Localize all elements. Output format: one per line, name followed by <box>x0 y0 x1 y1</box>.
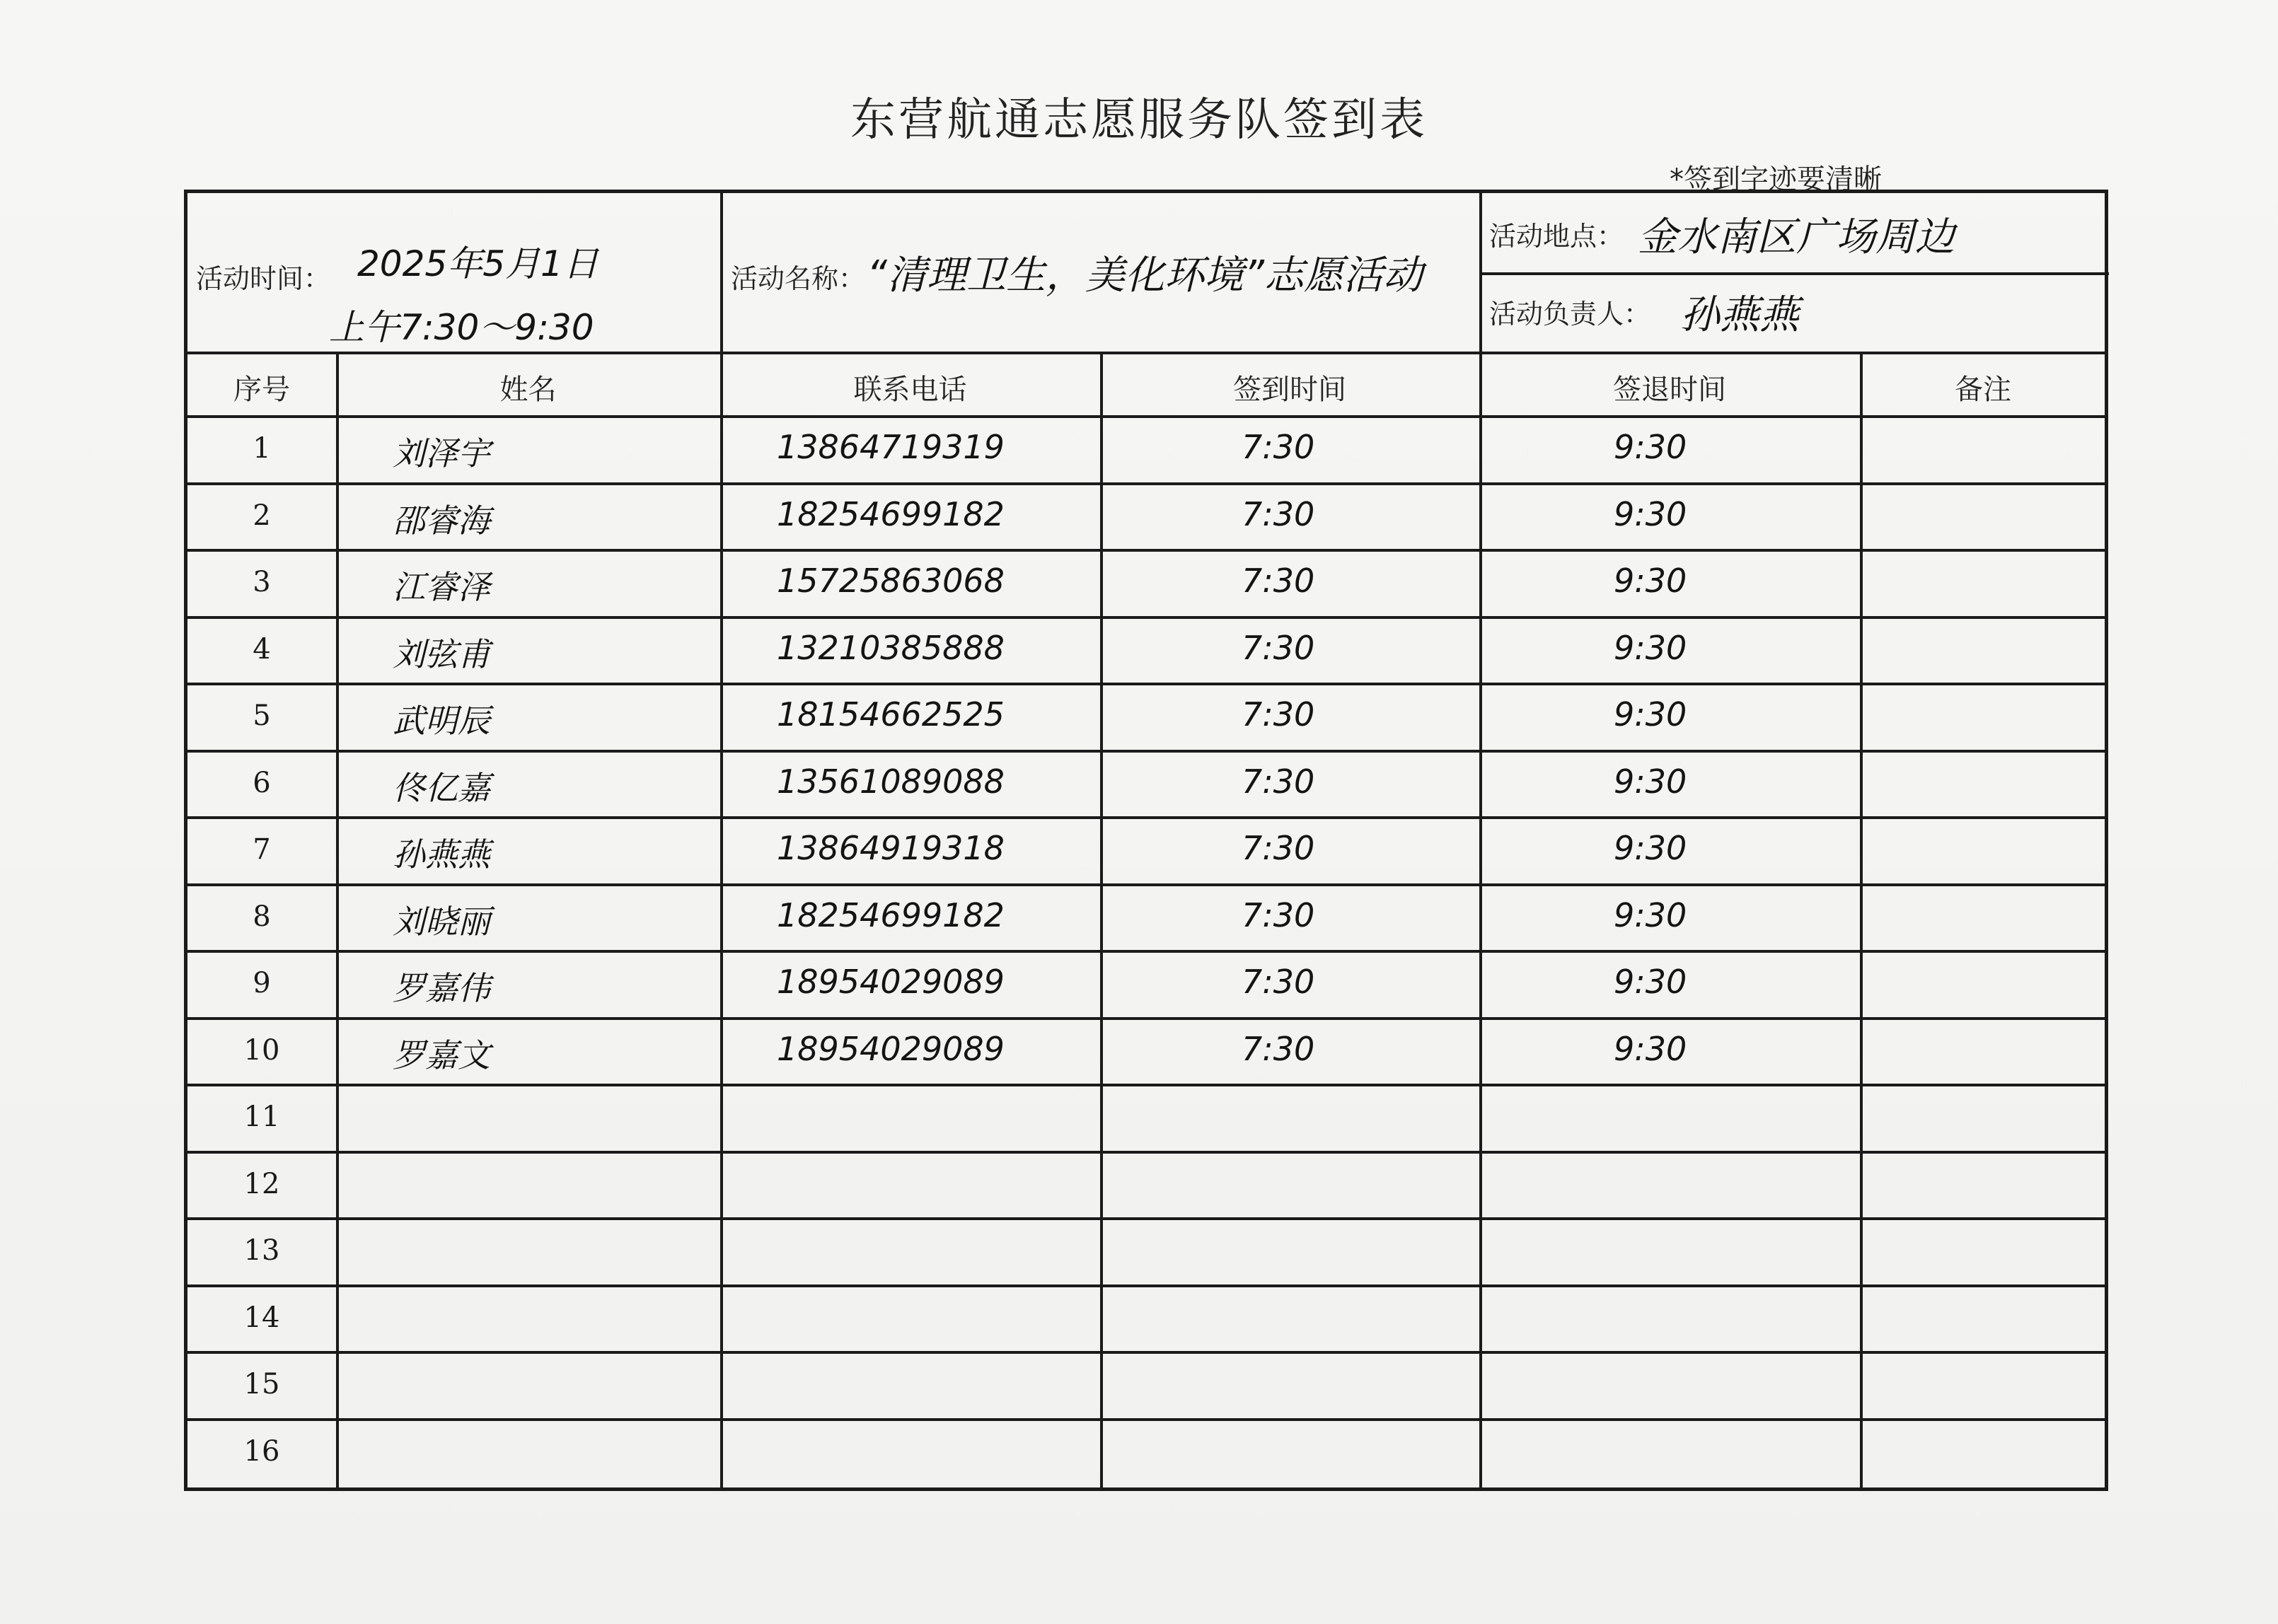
row-number: 14 <box>243 1301 280 1334</box>
table-row <box>187 750 2106 817</box>
table-row <box>187 816 2106 883</box>
table-row <box>187 883 2106 951</box>
row-number: 10 <box>243 1033 280 1067</box>
row-in-cell: 7:30 <box>1242 963 1315 1001</box>
row-out-cell: 9:30 <box>1614 762 1687 801</box>
row-number: 5 <box>253 700 271 732</box>
row-in-cell: 7:30 <box>1242 829 1315 867</box>
row-in-cell: 7:30 <box>1242 494 1315 533</box>
clarity-note: *签到字迹要清晰 <box>1670 163 1882 196</box>
row-in-cell: 7:30 <box>1242 428 1315 466</box>
row-out-cell: 9:30 <box>1614 895 1687 934</box>
row-number: 1 <box>253 432 271 465</box>
activity-name-label: 活动名称： <box>731 263 866 294</box>
column-header: 签退时间 <box>1613 373 1726 406</box>
row-out-cell: 9:30 <box>1614 963 1687 1001</box>
row-phone-cell: 15725863068 <box>777 562 1005 600</box>
row-name-cell: 刘泽宇 <box>393 434 490 472</box>
table-row <box>187 950 2106 1017</box>
row-in-cell: 7:30 <box>1242 562 1315 600</box>
activity-name-value: “清理卫生，美化环境”志愿活动 <box>867 253 1423 298</box>
row-number: 12 <box>243 1167 280 1200</box>
row-number: 8 <box>253 900 271 933</box>
activity-leader-label: 活动负责人： <box>1489 298 1651 330</box>
column-header: 备注 <box>1955 373 2011 406</box>
row-out-cell: 9:30 <box>1614 1029 1687 1068</box>
row-number: 6 <box>253 766 271 799</box>
row-in-cell: 7:30 <box>1242 762 1315 801</box>
row-number: 16 <box>243 1434 280 1468</box>
header-divider-1 <box>720 193 723 352</box>
table-row <box>187 549 2106 616</box>
column-header: 姓名 <box>499 373 557 406</box>
row-name-cell: 刘弦甫 <box>393 634 490 673</box>
row-out-cell: 9:30 <box>1614 829 1687 867</box>
row-number: 11 <box>243 1101 280 1133</box>
row-out-cell: 9:30 <box>1614 562 1687 600</box>
table-row <box>187 482 2106 550</box>
activity-time-range: 上午7:30～9:30 <box>329 307 594 348</box>
row-out-cell: 9:30 <box>1614 494 1687 533</box>
row-number: 7 <box>253 833 271 866</box>
header-divider-3 <box>1479 272 2109 275</box>
row-phone-cell: 18154662525 <box>777 695 1005 733</box>
row-name-cell: 佟亿嘉 <box>393 768 490 807</box>
row-in-cell: 7:30 <box>1242 1029 1315 1068</box>
row-number: 15 <box>243 1368 280 1400</box>
row-out-cell: 9:30 <box>1614 628 1687 667</box>
table-row <box>187 1418 2106 1485</box>
row-phone-cell: 18254699182 <box>777 494 1005 533</box>
column-header: 序号 <box>233 373 290 406</box>
activity-leader-value: 孙燕燕 <box>1680 292 1799 338</box>
row-in-cell: 7:30 <box>1242 695 1315 733</box>
row-number: 4 <box>253 632 271 666</box>
row-phone-cell: 13864919318 <box>777 829 1005 867</box>
activity-time-label: 活动时间： <box>196 263 331 294</box>
activity-place-label: 活动地点： <box>1489 221 1624 252</box>
row-name-cell: 武明辰 <box>393 702 490 740</box>
row-name-cell: 邵睿海 <box>393 501 490 540</box>
activity-place-value: 金水南区广场周边 <box>1638 214 1955 260</box>
row-phone-cell: 13210385888 <box>777 628 1005 667</box>
sign-in-table <box>184 190 2108 1491</box>
table-row <box>187 1217 2106 1284</box>
table-row <box>187 1084 2106 1151</box>
row-number: 13 <box>243 1234 280 1267</box>
row-name-cell: 江睿泽 <box>393 568 490 606</box>
table-row <box>187 415 2106 482</box>
row-out-cell: 9:30 <box>1614 428 1687 466</box>
row-phone-cell: 13561089088 <box>777 762 1005 801</box>
table-row <box>187 616 2106 683</box>
table-row <box>187 1284 2106 1352</box>
table-row <box>187 1017 2106 1084</box>
column-header: 联系电话 <box>853 373 967 406</box>
page-title: 东营航通志愿服务队签到表 <box>850 94 1428 146</box>
row-name-cell: 罗嘉伟 <box>393 969 490 1007</box>
row-phone-cell: 18954029089 <box>777 963 1005 1001</box>
header-bottom-line <box>187 352 2106 354</box>
row-number: 3 <box>253 566 271 598</box>
table-row <box>187 1151 2106 1218</box>
row-in-cell: 7:30 <box>1242 628 1315 667</box>
table-row <box>187 1351 2106 1418</box>
row-name-cell: 孙燕燕 <box>393 835 490 874</box>
row-name-cell: 罗嘉文 <box>393 1036 490 1074</box>
activity-time-value: 2025年5月1日 <box>357 243 599 284</box>
row-phone-cell: 13864719319 <box>777 428 1005 466</box>
column-header: 签到时间 <box>1233 373 1346 406</box>
row-number: 9 <box>253 967 271 999</box>
row-phone-cell: 18954029089 <box>777 1029 1005 1068</box>
row-name-cell: 刘晓丽 <box>393 902 490 941</box>
row-phone-cell: 18254699182 <box>777 895 1005 934</box>
row-number: 2 <box>253 499 271 532</box>
row-in-cell: 7:30 <box>1242 895 1315 934</box>
table-row <box>187 683 2106 750</box>
row-out-cell: 9:30 <box>1614 695 1687 733</box>
